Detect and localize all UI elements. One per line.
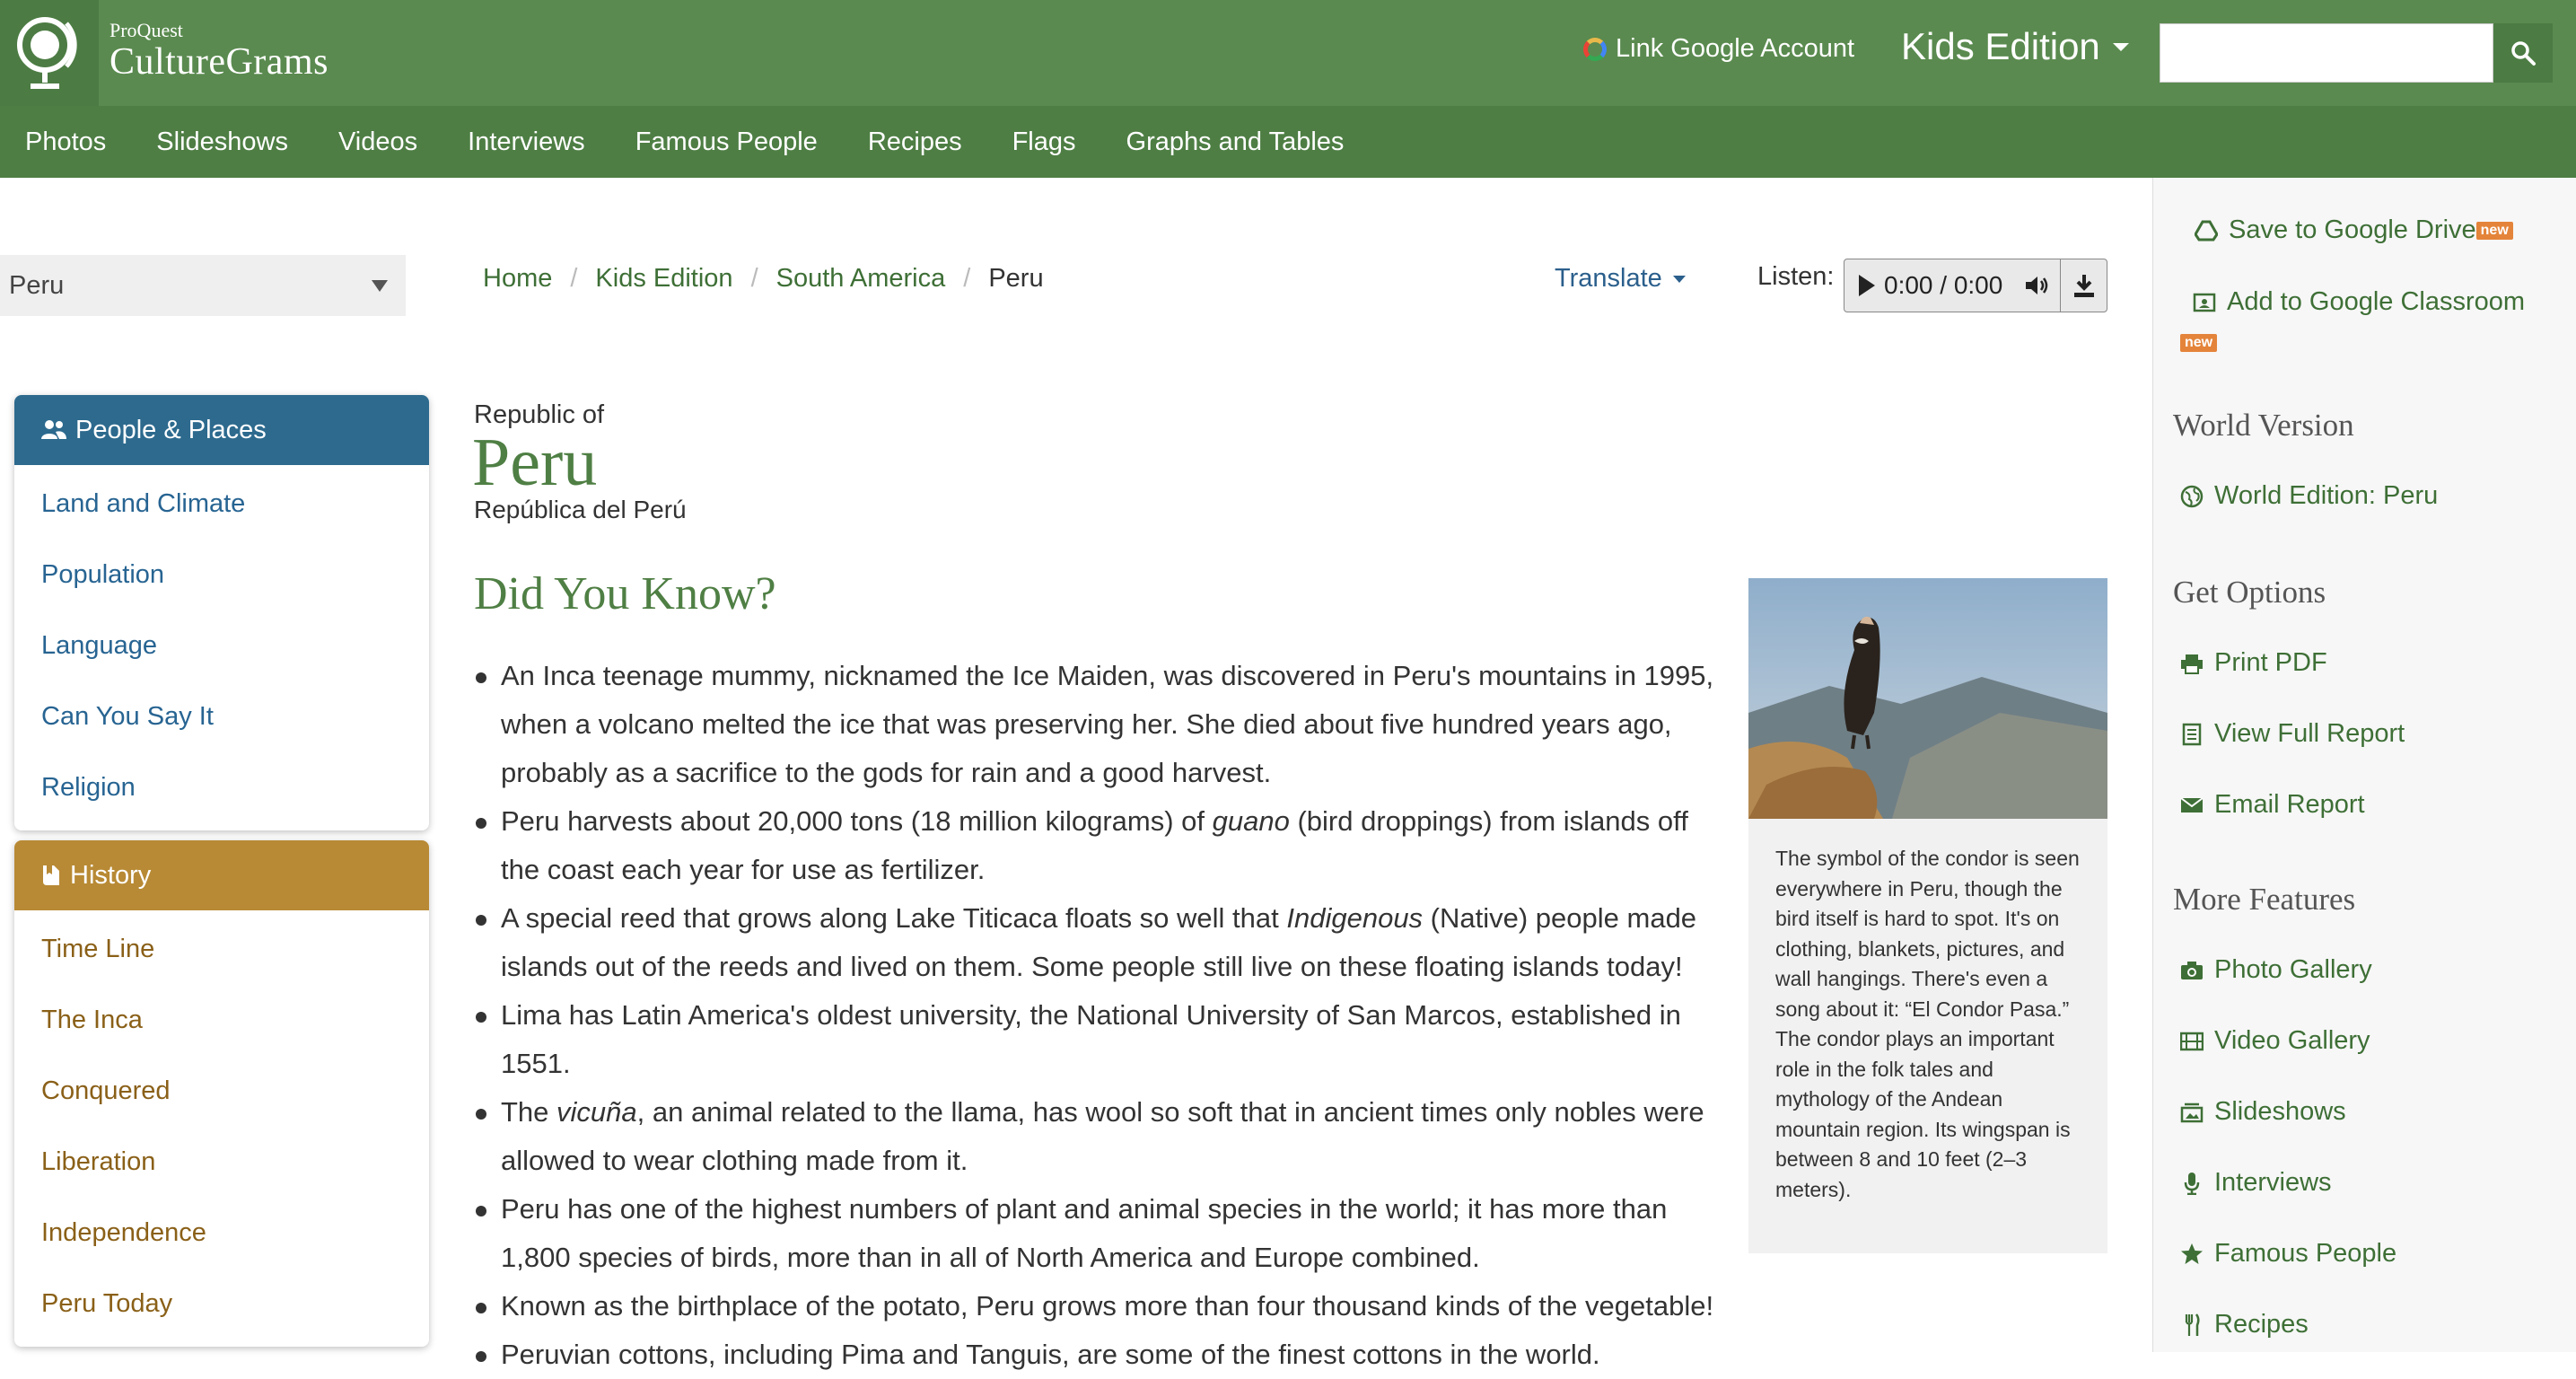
condor-photo[interactable] <box>1748 578 2107 819</box>
play-icon[interactable] <box>1859 275 1875 296</box>
page-title: Peru <box>472 425 598 500</box>
print-pdf-link[interactable] <box>2180 648 2327 678</box>
fact-item: Peru has one of the highest numbers of plant and animal species in the world; it has more than 1,800 species of birds, more than in all of North America and Europe combined. <box>474 1185 1730 1282</box>
camera-icon <box>2180 959 2204 982</box>
google-drive-icon <box>2195 219 2218 242</box>
photo-gallery-label: Photo Gallery <box>2214 955 2372 984</box>
sidebar-item-population[interactable]: Population <box>41 560 165 589</box>
country-select-value: Peru <box>9 270 65 300</box>
chevron-down-icon <box>2113 43 2129 51</box>
nav-photos[interactable]: Photos <box>25 127 107 156</box>
star-icon <box>2180 1243 2204 1266</box>
section-title: Did You Know? <box>474 568 776 619</box>
printer-icon <box>2180 652 2204 675</box>
chevron-down-icon <box>1673 276 1686 283</box>
sidebar-item-land-and-climate[interactable]: Land and Climate <box>41 489 246 518</box>
audio-player <box>1844 259 2107 312</box>
breadcrumb-separator: / <box>750 264 758 293</box>
sidebar-item-conquered[interactable]: Conquered <box>41 1076 171 1105</box>
new-badge: new <box>2180 334 2217 352</box>
save-to-google-drive-link[interactable] <box>2195 215 2513 245</box>
facts-list <box>474 652 1730 1379</box>
sidebar-item-time-line[interactable]: Time Line <box>41 935 155 963</box>
sidebar-item-the-inca[interactable]: The Inca <box>41 1006 143 1034</box>
people-places-panel <box>14 395 429 830</box>
link-google-account-label: Link Google Account <box>1616 34 1855 63</box>
fact-item: Lima has Latin America's oldest university, the National University of San Marcos, established in 1551. <box>474 991 1730 1088</box>
translate-dropdown[interactable] <box>1555 264 1686 294</box>
envelope-icon <box>2180 794 2204 817</box>
sidebar-item-peru-today[interactable]: Peru Today <box>41 1289 173 1318</box>
add-to-google-classroom-link[interactable] <box>2193 287 2525 317</box>
breadcrumb <box>483 264 1044 294</box>
native-country-name: República del Perú <box>474 496 687 523</box>
film-icon <box>2180 1030 2204 1053</box>
new-badge: new <box>2476 222 2513 240</box>
save-to-google-drive-label: Save to Google Drive <box>2229 215 2476 244</box>
add-to-google-classroom-label: Add to Google Classroom <box>2227 287 2526 316</box>
book-icon <box>41 864 61 887</box>
video-gallery-link[interactable] <box>2180 1026 2370 1056</box>
search-icon <box>2510 40 2537 66</box>
breadcrumb-south-america[interactable]: South America <box>775 264 946 293</box>
edition-dropdown[interactable] <box>1901 25 2129 68</box>
globe-icon <box>2180 485 2204 508</box>
people-places-title: People & Places <box>75 415 267 444</box>
chevron-down-icon <box>372 280 388 292</box>
main-nav <box>0 106 2576 178</box>
history-header[interactable] <box>14 840 429 910</box>
breadcrumb-kids-edition[interactable]: Kids Edition <box>595 264 733 293</box>
fact-item: A special reed that grows along Lake Titicaca floats so well that Indigenous (Native) people made islands out of the reeds and lived on them. Some people still live on these floating islands today! <box>474 894 1730 991</box>
recipes-link[interactable] <box>2180 1310 2309 1339</box>
recipes-label: Recipes <box>2214 1310 2309 1339</box>
download-button[interactable] <box>2060 259 2107 312</box>
search-button[interactable] <box>2493 23 2553 83</box>
top-header <box>0 0 2576 106</box>
fact-item: An Inca teenage mummy, nicknamed the Ice Maiden, was discovered in Peru's mountains in 1995, when a volcano melted the ice that was preserving her. She died about five hundred years ago, probably as a sacrifice to the gods for rain and a good harvest. <box>474 652 1730 797</box>
fact-item: Known as the birthplace of the potato, Peru grows more than four thousand kinds of the vegetable! <box>474 1282 1730 1331</box>
get-options-heading: Get Options <box>2173 575 2326 610</box>
search-input[interactable] <box>2160 23 2493 83</box>
breadcrumb-separator: / <box>570 264 578 293</box>
people-icon <box>41 419 66 441</box>
right-sidebar <box>2152 178 2576 1352</box>
microphone-icon <box>2180 1172 2204 1195</box>
slideshow-icon <box>2180 1101 2204 1124</box>
world-version-heading: World Version <box>2173 408 2354 443</box>
sidebar-item-independence[interactable]: Independence <box>41 1218 206 1247</box>
image-caption: The symbol of the condor is seen everywhere in Peru, though the bird itself is hard to spot. It's on clothing, blankets, pictures, and wall hangings. There's even a song about it: “El Condor Pasa.” The condor plays an important role in the folk tales and mythology of the Andean mountain region. Its wingspan is between 8 and 10 feet (2–3 meters). <box>1775 847 2080 1201</box>
breadcrumb-current: Peru <box>988 264 1044 293</box>
logo-text[interactable] <box>110 20 329 83</box>
photo-gallery-link[interactable] <box>2180 955 2372 985</box>
google-icon <box>1583 38 1607 61</box>
fact-item: Peruvian cottons, including Pima and Tanguis, are some of the finest cottons in the world. <box>474 1331 1730 1379</box>
people-places-header[interactable] <box>14 395 429 465</box>
view-full-report-label: View Full Report <box>2214 719 2405 748</box>
email-report-link[interactable] <box>2180 790 2365 820</box>
nav-famous-people[interactable]: Famous People <box>635 127 818 156</box>
world-edition-label: World Edition: Peru <box>2214 481 2439 510</box>
nav-graphs-and-tables[interactable]: Graphs and Tables <box>1126 127 1345 156</box>
nav-recipes[interactable]: Recipes <box>867 127 962 156</box>
classroom-icon <box>2193 291 2216 314</box>
logo-publisher: ProQuest <box>110 19 183 41</box>
download-icon <box>2073 273 2095 298</box>
view-full-report-link[interactable] <box>2180 719 2405 749</box>
volume-icon[interactable] <box>2024 275 2049 296</box>
world-edition-link[interactable] <box>2180 481 2438 511</box>
globe-logo-icon <box>13 11 84 93</box>
interviews-link[interactable] <box>2180 1168 2332 1198</box>
utensils-icon <box>2180 1313 2204 1337</box>
logo[interactable] <box>0 0 99 106</box>
famous-people-label: Famous People <box>2214 1239 2397 1268</box>
audio-time: 0:00 / 0:00 <box>1884 271 2003 299</box>
logo-title: CultureGrams <box>110 41 329 83</box>
slideshows-label: Slideshows <box>2214 1097 2346 1126</box>
nav-slideshows[interactable]: Slideshows <box>156 127 288 156</box>
history-title: History <box>70 860 152 890</box>
history-panel <box>14 840 429 1347</box>
print-pdf-label: Print PDF <box>2214 648 2327 677</box>
breadcrumb-home[interactable]: Home <box>483 264 553 293</box>
nav-interviews[interactable]: Interviews <box>468 127 585 156</box>
video-gallery-label: Video Gallery <box>2214 1026 2370 1055</box>
country-select[interactable] <box>0 255 406 316</box>
nav-flags[interactable]: Flags <box>1012 127 1076 156</box>
condor-figure <box>1748 578 2107 1253</box>
famous-people-link[interactable] <box>2180 1239 2396 1269</box>
link-google-account[interactable] <box>1583 34 1854 64</box>
republic-of-label: Republic of <box>474 400 605 429</box>
slideshows-link[interactable] <box>2180 1097 2346 1127</box>
breadcrumb-separator: / <box>963 264 971 293</box>
sidebar-item-can-you-say-it[interactable]: Can You Say It <box>41 702 214 731</box>
sidebar-item-religion[interactable]: Religion <box>41 773 136 802</box>
fact-item: Peru harvests about 20,000 tons (18 million kilograms) of guano (bird droppings) from islands off the coast each year for use as fertilizer. <box>474 797 1730 894</box>
more-features-heading: More Features <box>2173 882 2356 917</box>
interviews-label: Interviews <box>2214 1168 2332 1197</box>
edition-label: Kids Edition <box>1901 25 2100 67</box>
sidebar-item-language[interactable]: Language <box>41 631 158 660</box>
sidebar-item-liberation[interactable]: Liberation <box>41 1147 156 1176</box>
document-icon <box>2180 723 2204 746</box>
fact-item: The vicuña, an animal related to the llama, has wool so soft that in ancient times only nobles were allowed to wear clothing made from it. <box>474 1088 1730 1185</box>
listen-label: Listen: <box>1757 262 1835 291</box>
nav-videos[interactable]: Videos <box>337 127 418 156</box>
translate-label: Translate <box>1555 264 1662 293</box>
email-report-label: Email Report <box>2214 790 2365 819</box>
